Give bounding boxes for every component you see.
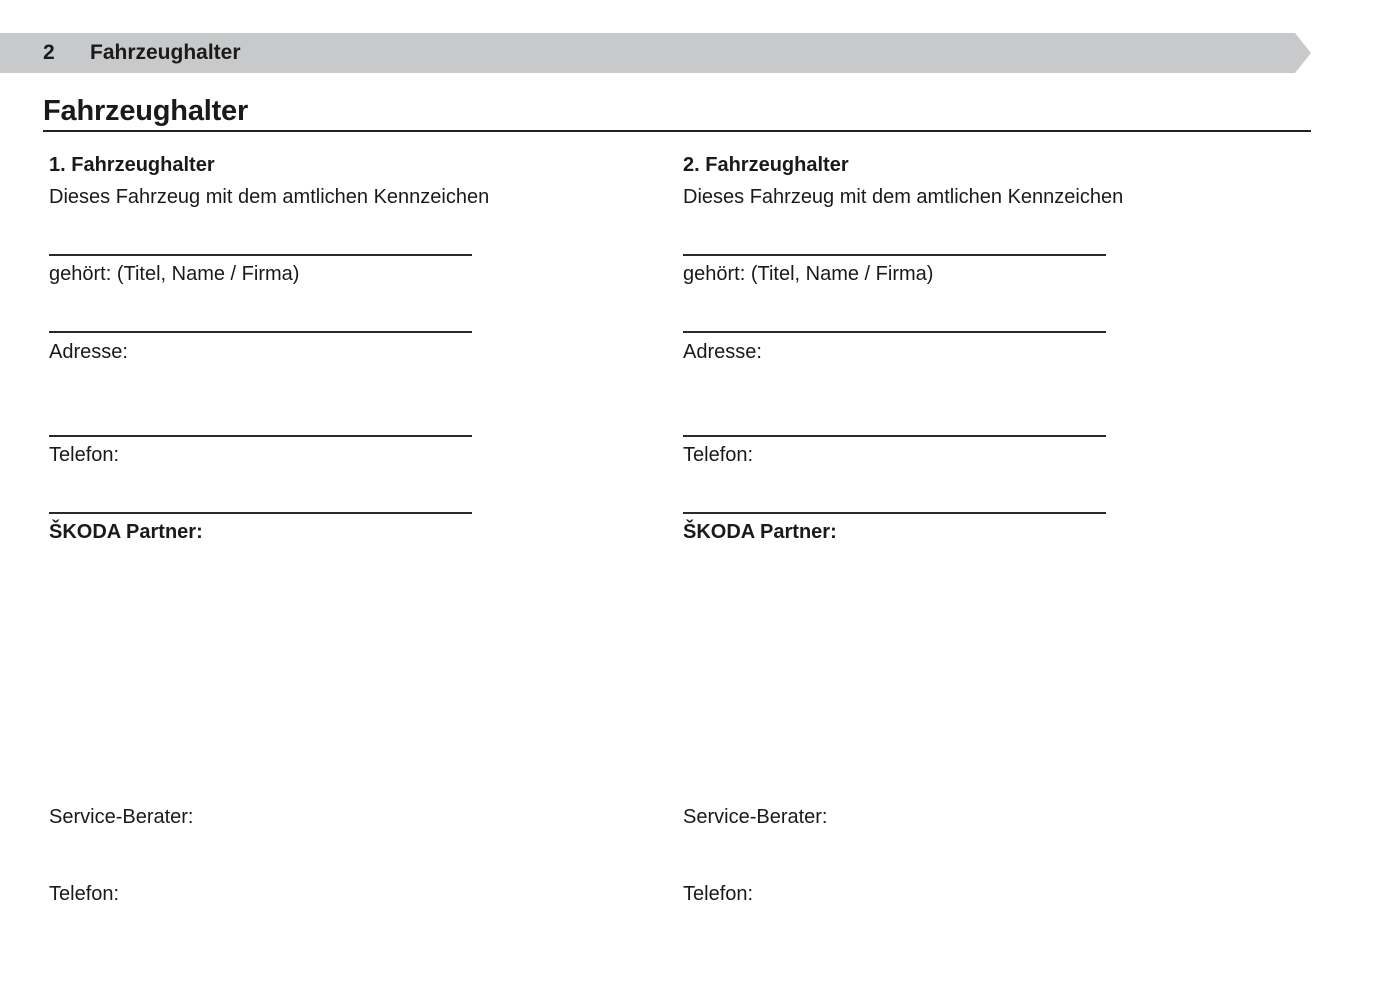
phone-line[interactable] — [683, 512, 1106, 514]
owner-intro: Dieses Fahrzeug mit dem amtlichen Kennzeichen — [683, 186, 1124, 208]
phone-line[interactable] — [49, 512, 472, 514]
advisor-label: Service-Berater: — [49, 806, 194, 828]
belongs-label: gehört: (Titel, Name / Firma) — [683, 263, 934, 285]
address-line[interactable] — [49, 435, 472, 437]
license-plate-line[interactable] — [49, 254, 472, 256]
advisor-phone-label: Telefon: — [49, 883, 120, 905]
section-header-title: Fahrzeughalter — [90, 41, 241, 64]
name-line[interactable] — [49, 331, 472, 333]
belongs-label: gehört: (Titel, Name / Firma) — [49, 263, 300, 285]
owner-heading: 1. Fahrzeughalter — [49, 154, 215, 176]
phone-label: Telefon: — [49, 444, 120, 466]
address-label: Adresse: — [49, 341, 128, 363]
advisor-label: Service-Berater: — [683, 806, 828, 828]
advisor-phone-label: Telefon: — [683, 883, 754, 905]
phone-label: Telefon: — [683, 444, 754, 466]
partner-label: ŠKODA Partner: — [49, 521, 203, 543]
partner-label: ŠKODA Partner: — [683, 521, 837, 543]
license-plate-line[interactable] — [683, 254, 1106, 256]
owner-heading: 2. Fahrzeughalter — [683, 154, 849, 176]
address-label: Adresse: — [683, 341, 762, 363]
owner-intro: Dieses Fahrzeug mit dem amtlichen Kennzeichen — [49, 186, 490, 208]
owner-form-1 — [49, 0, 609, 1000]
name-line[interactable] — [683, 331, 1106, 333]
section-number: 2 — [43, 41, 55, 64]
page-title: Fahrzeughalter — [43, 95, 249, 127]
owner-form-2 — [683, 0, 1243, 1000]
address-line[interactable] — [683, 435, 1106, 437]
